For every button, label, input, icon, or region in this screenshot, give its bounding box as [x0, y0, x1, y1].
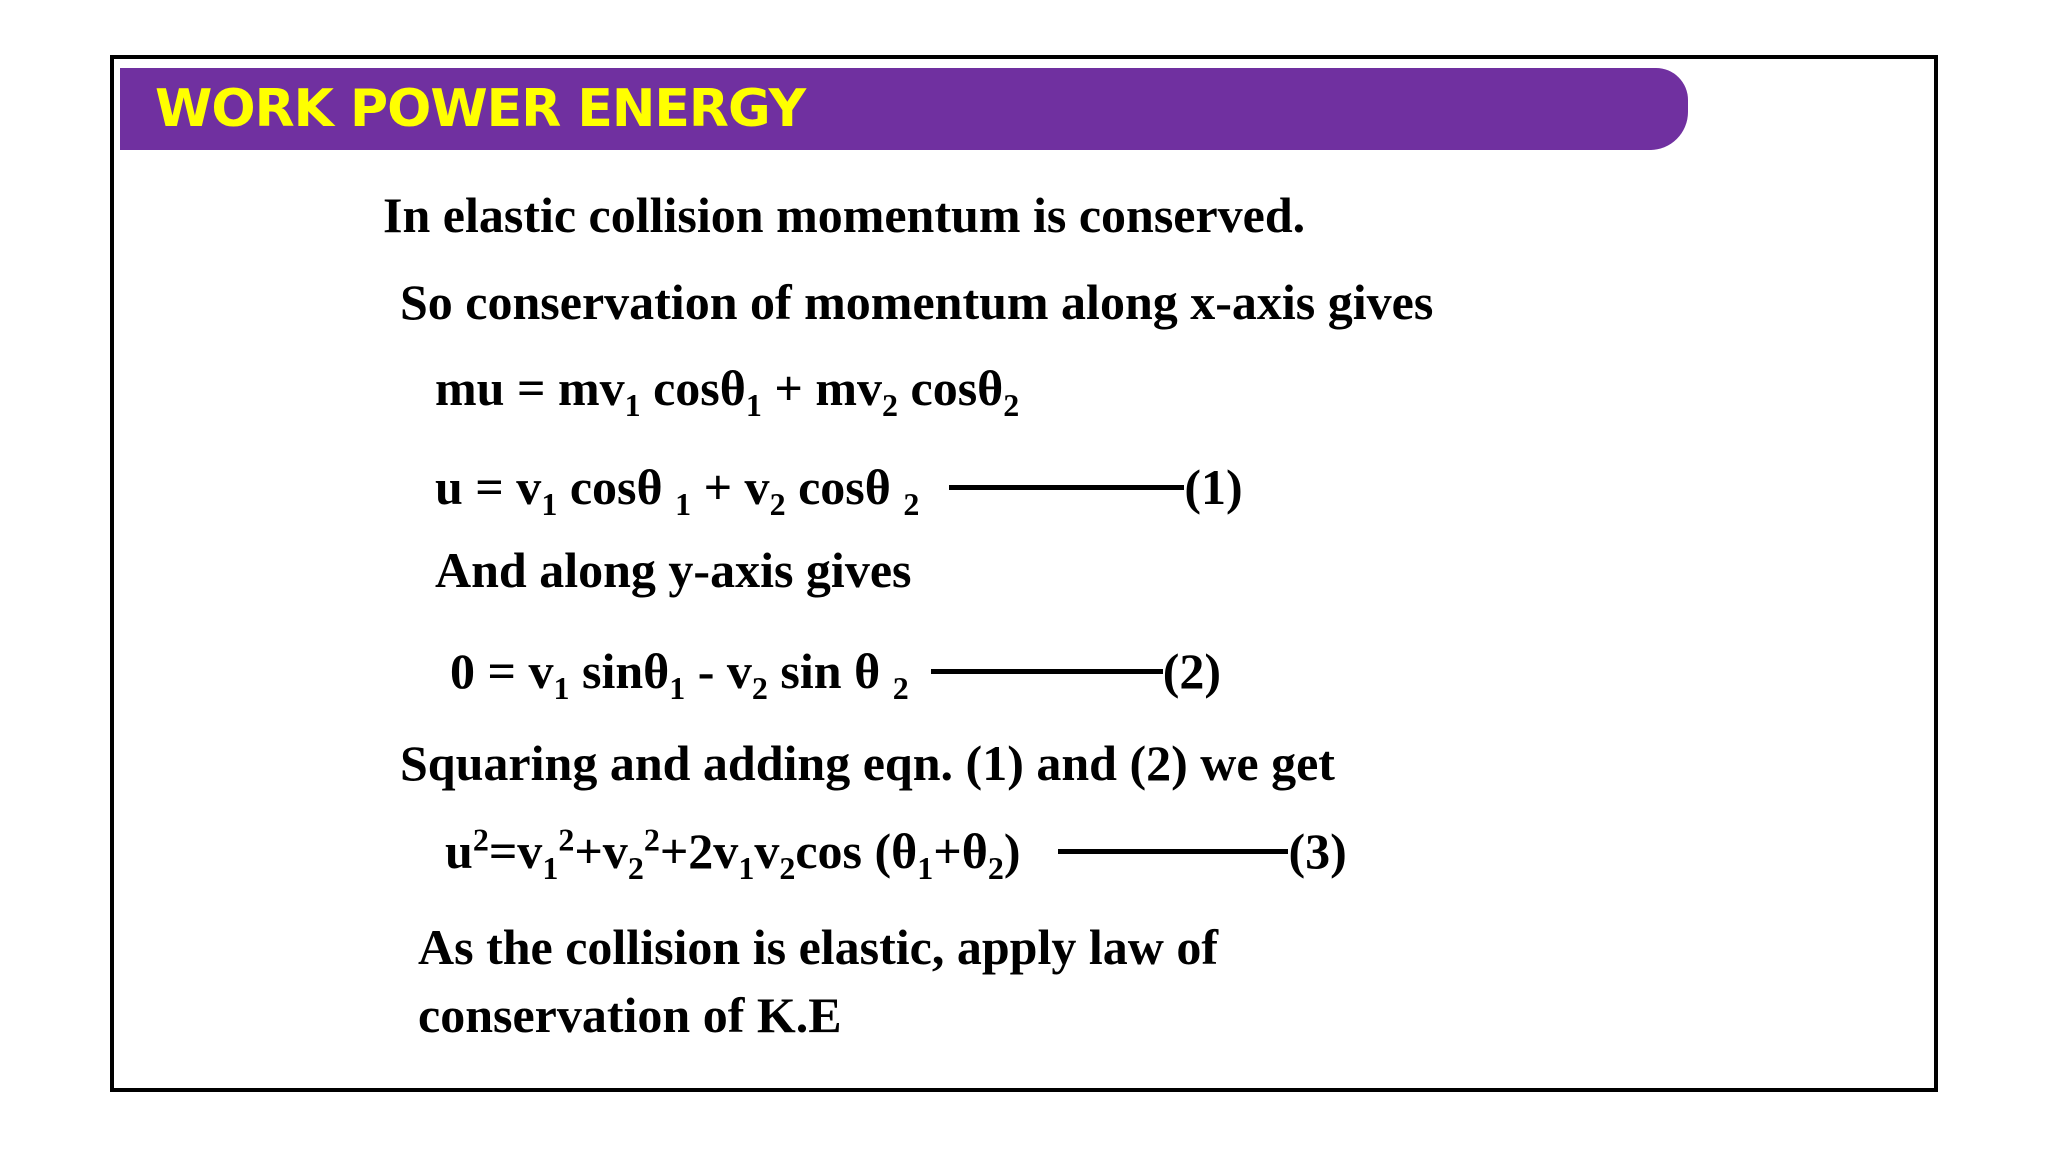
equation-row-3	[445, 821, 1347, 886]
text-line-momentum-conserved: In elastic collision momentum is conserved.	[383, 187, 1306, 243]
text-line-x-axis: So conservation of momentum along x-axis gives	[400, 274, 1434, 330]
equation-2: $0 = v_1$ $\sin\theta_1 - v_2$ sin θ $_2$	[450, 643, 909, 706]
equation-3: $u^2=v_1^2+v_2^2+2v_1v_2\cos$ $(\theta_1+\theta_2)$	[445, 821, 1021, 886]
text-line-conservation-ke: conservation of K.E	[418, 987, 842, 1043]
equation-momentum-x: mu = $mv_1$ $\cos\theta_1 + mv_2$ cosθ$_2$	[435, 360, 1020, 423]
equation-3-number: (3)	[1288, 823, 1347, 879]
text-line-squaring: Squaring and adding eqn. (1) and (2) we get	[400, 735, 1335, 791]
equation-2-number: (2)	[1162, 643, 1221, 699]
text-line-y-axis: And along y-axis gives	[435, 542, 912, 598]
equation-2-leader-line	[931, 669, 1163, 674]
slide-title: WORK POWER ENERGY	[155, 79, 806, 139]
equation-1-number: (1)	[1184, 459, 1243, 515]
equation-3-leader-line	[1058, 849, 1288, 854]
equation-row-1	[435, 459, 1243, 522]
text-line-elastic: As the collision is elastic, apply law of	[418, 919, 1219, 975]
equation-row-2	[450, 643, 1221, 706]
equation-1: $u = v_1$ cosθ $_1 + v_2$ cosθ $_2$	[435, 459, 920, 522]
equation-1-leader-line	[949, 485, 1184, 490]
